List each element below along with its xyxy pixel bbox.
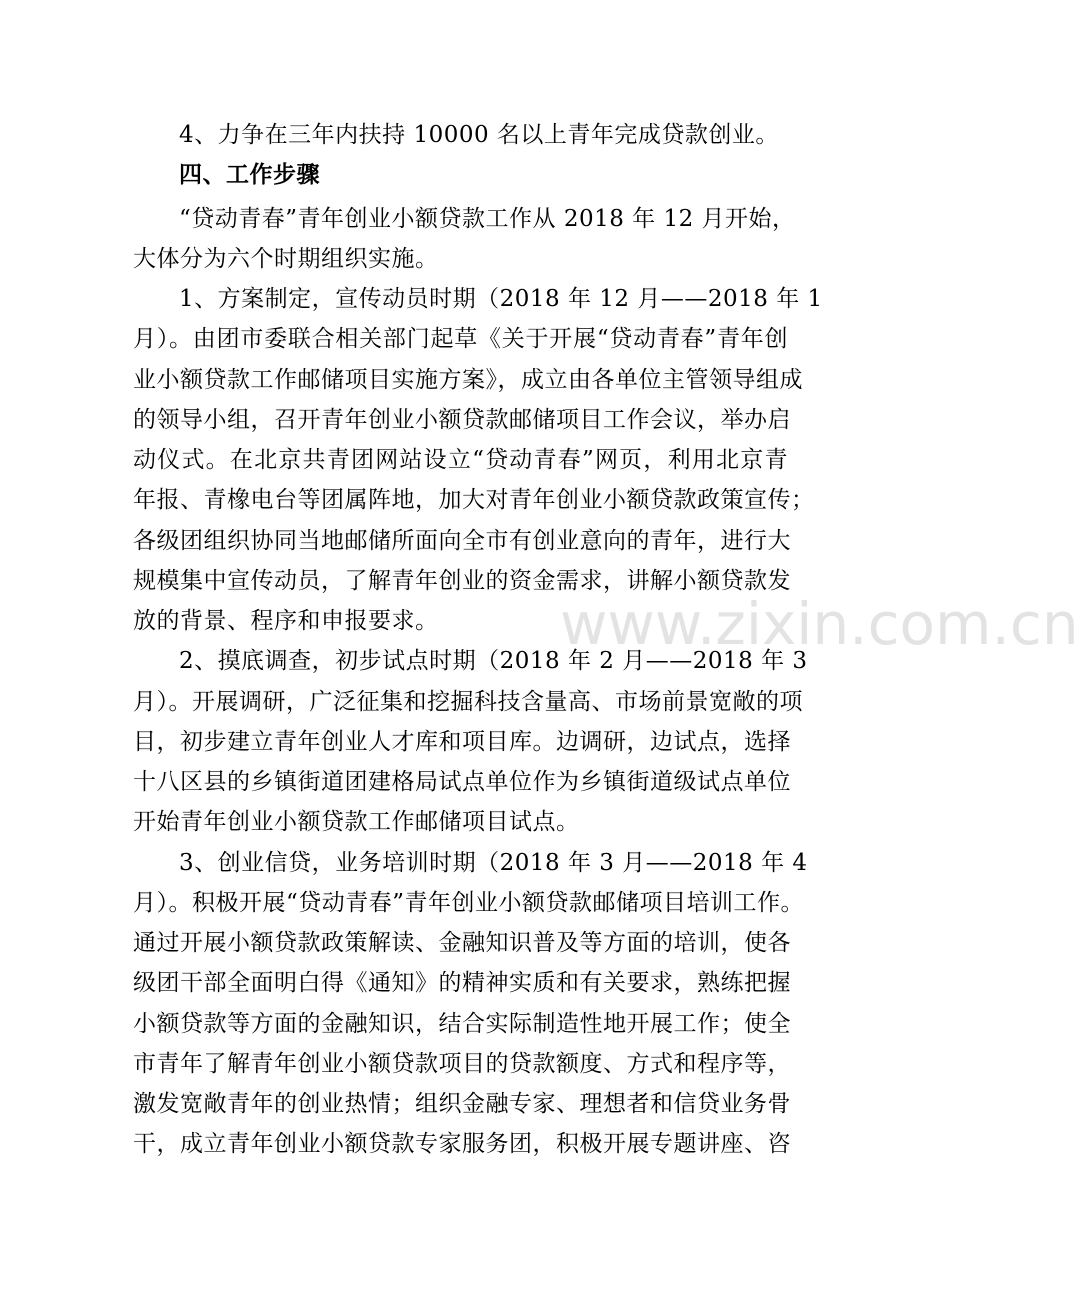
section-heading: 四、工作步骤 bbox=[179, 162, 320, 188]
step-2-line: 十八区县的乡镇街道团建格局试点单位作为乡镇街道级试点单位 bbox=[133, 769, 791, 795]
step-3-line: 3、创业信贷，业务培训时期（2018 年 3 月——2018 年 4 bbox=[179, 850, 808, 876]
step-2-line: 目，初步建立青年创业人才库和项目库。边调研，边试点，选择 bbox=[133, 729, 791, 755]
step-3-line: 干，成立青年创业小额贷款专家服务团，积极开展专题讲座、咨 bbox=[133, 1131, 791, 1157]
step-1-line: 放的背景、程序和申报要求。 bbox=[133, 608, 439, 634]
step-3-line: 月）。积极开展“贷动青春”青年创业小额贷款邮储项目培训工作。 bbox=[133, 890, 805, 916]
step-3-line: 小额贷款等方面的金融知识，结合实际制造性地开展工作；使全 bbox=[133, 1011, 791, 1037]
step-1-line: 月）。由团市委联合相关部门起草《关于开展“贷动青春”青年创 bbox=[133, 326, 788, 352]
goal-item-4: 4、力争在三年内扶持 10000 名以上青年完成贷款创业。 bbox=[179, 122, 779, 148]
step-1-line: 动仪式。在北京共青团网站设立“贷动青春”网页，利用北京青 bbox=[133, 447, 788, 473]
step-3-line: 市青年了解青年创业小额贷款项目的贷款额度、方式和程序等， bbox=[133, 1051, 791, 1077]
step-1-line: 规模集中宣传动员，了解青年创业的资金需求，讲解小额贷款发 bbox=[133, 568, 791, 594]
step-3-line: 级团干部全面明白得《通知》的精神实质和有关要求，熟练把握 bbox=[133, 970, 791, 996]
step-1-line: 年报、青橡电台等团属阵地，加大对青年创业小额贷款政策宣传； bbox=[133, 487, 815, 513]
step-2-line: 2、摸底调查，初步试点时期（2018 年 2 月——2018 年 3 bbox=[179, 648, 808, 674]
paragraph-line: “贷动青春”青年创业小额贷款工作从 2018 年 12 月开始， bbox=[179, 206, 796, 232]
paragraph-line: 大体分为六个时期组织实施。 bbox=[133, 246, 439, 272]
step-2-line: 月）。开展调研，广泛征集和挖掘科技含量高、市场前景宽敞的项 bbox=[133, 689, 803, 715]
step-1-line: 业小额贷款工作邮储项目实施方案》，成立由各单位主管领导组成 bbox=[133, 367, 803, 393]
step-3-line: 激发宽敞青年的创业热情；组织金融专家、理想者和信贷业务骨 bbox=[133, 1091, 791, 1117]
step-3-line: 通过开展小额贷款政策解读、金融知识普及等方面的培训，使各 bbox=[133, 930, 791, 956]
step-1-line: 1、方案制定，宣传动员时期（2018 年 12 月——2018 年 1 bbox=[179, 286, 823, 312]
step-1-line: 各级团组织协同当地邮储所面向全市有创业意向的青年，进行大 bbox=[133, 528, 791, 554]
step-2-line: 开始青年创业小额贷款工作邮储项目试点。 bbox=[133, 809, 580, 835]
step-1-line: 的领导小组，召开青年创业小额贷款邮储项目工作会议，举办启 bbox=[133, 407, 791, 433]
watermark: www.zixin.com.cn bbox=[560, 590, 1079, 658]
